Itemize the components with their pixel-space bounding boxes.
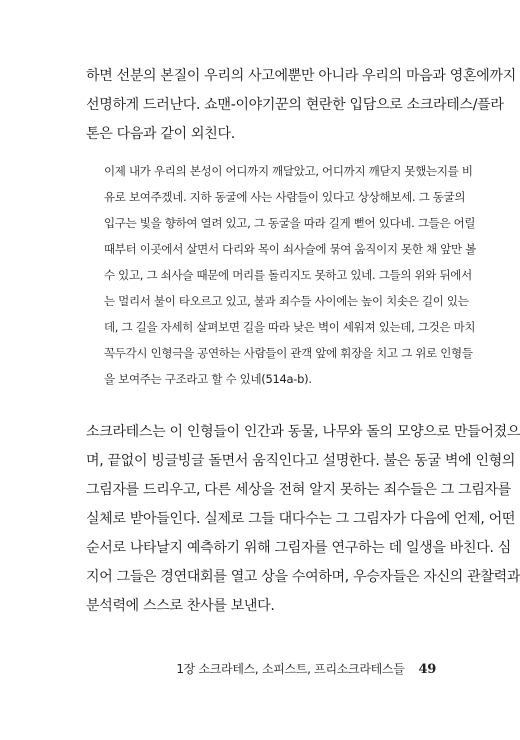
quote-line: 는 멀리서 불이 타오르고 있고, 불과 죄수들 사이에는 높이 치솟은 길이 있는: [104, 294, 469, 308]
page-number: 49: [418, 662, 436, 677]
text-line: 순서로 나타날지 예측하기 위해 그림자를 연구하는 데 일생을 바친다. 심: [86, 540, 511, 556]
quote-line: 유로 보여주겠네. 지하 동굴에 사는 사람들이 있다고 상상해보세. 그 동굴의: [104, 190, 466, 204]
quote-line: 데, 그 길을 자세히 살펴보면 길을 따라 낮은 벽이 세워져 있는데, 그것은 마치: [104, 320, 476, 334]
quote-line: 때부터 이곳에서 살면서 다리와 목이 쇠사슬에 묶여 움직이지 못한 채 앞만 볼: [104, 242, 476, 256]
quote-line: 이제 내가 우리의 본성이 어디까지 깨달았고, 어디까지 깨닫지 못했는지를 비: [104, 164, 473, 178]
quote-line: 수 있고, 그 쇠사슬 때문에 머리를 돌리지도 못하고 있네. 그들의 위와 뒤에서: [104, 268, 472, 282]
bottom-paragraph: [86, 418, 520, 621]
text-line: 하면 선분의 본질이 우리의 사고에뿐만 아니라 우리의 마음과 영혼에까지: [86, 68, 516, 84]
chapter-title: 1장 소크라테스, 소피스트, 프리소크라테스들: [176, 662, 405, 676]
quote-line: 입구는 빛을 향하여 열려 있고, 그 동굴을 따라 길게 뻗어 있다네. 그들은 어릴: [104, 216, 476, 230]
text-line: 선명하게 드러난다. 쇼맨-이야기꾼의 현란한 입담으로 소크라테스/플라: [86, 97, 504, 113]
quote-line: 꼭두각시 인형극을 공연하는 사람들이 관객 앞에 휘장을 치고 그 위로 인형들: [104, 346, 473, 360]
quote-line: 을 보여주는 구조라고 할 수 있네(514a-b).: [104, 372, 312, 386]
text-line: 톤은 다음과 같이 외친다.: [86, 126, 235, 142]
running-footer: [176, 660, 436, 677]
text-line: 지어 그들은 경연대회를 열고 상을 수여하며, 우승자들은 자신의 관찰력과: [86, 569, 520, 585]
text-line: 소크라테스는 이 인형들이 인간과 동물, 나무와 돌의 모양으로 만들어졌으: [86, 424, 520, 440]
text-line: 며, 끝없이 빙글빙글 돌면서 움직인다고 설명한다. 불은 동굴 벽에 인형의: [86, 453, 516, 469]
top-paragraph: [86, 62, 516, 149]
text-line: 실체로 받아들인다. 실제로 그들 대다수는 그 그림자가 다음에 언제, 어떤: [86, 511, 516, 527]
text-line: 그림자를 드리우고, 다른 세상을 전혀 알지 못하는 죄수들은 그 그림자를: [86, 482, 511, 498]
text-line: 분석력에 스스로 찬사를 보낸다.: [86, 598, 275, 614]
block-quote: [104, 158, 476, 392]
